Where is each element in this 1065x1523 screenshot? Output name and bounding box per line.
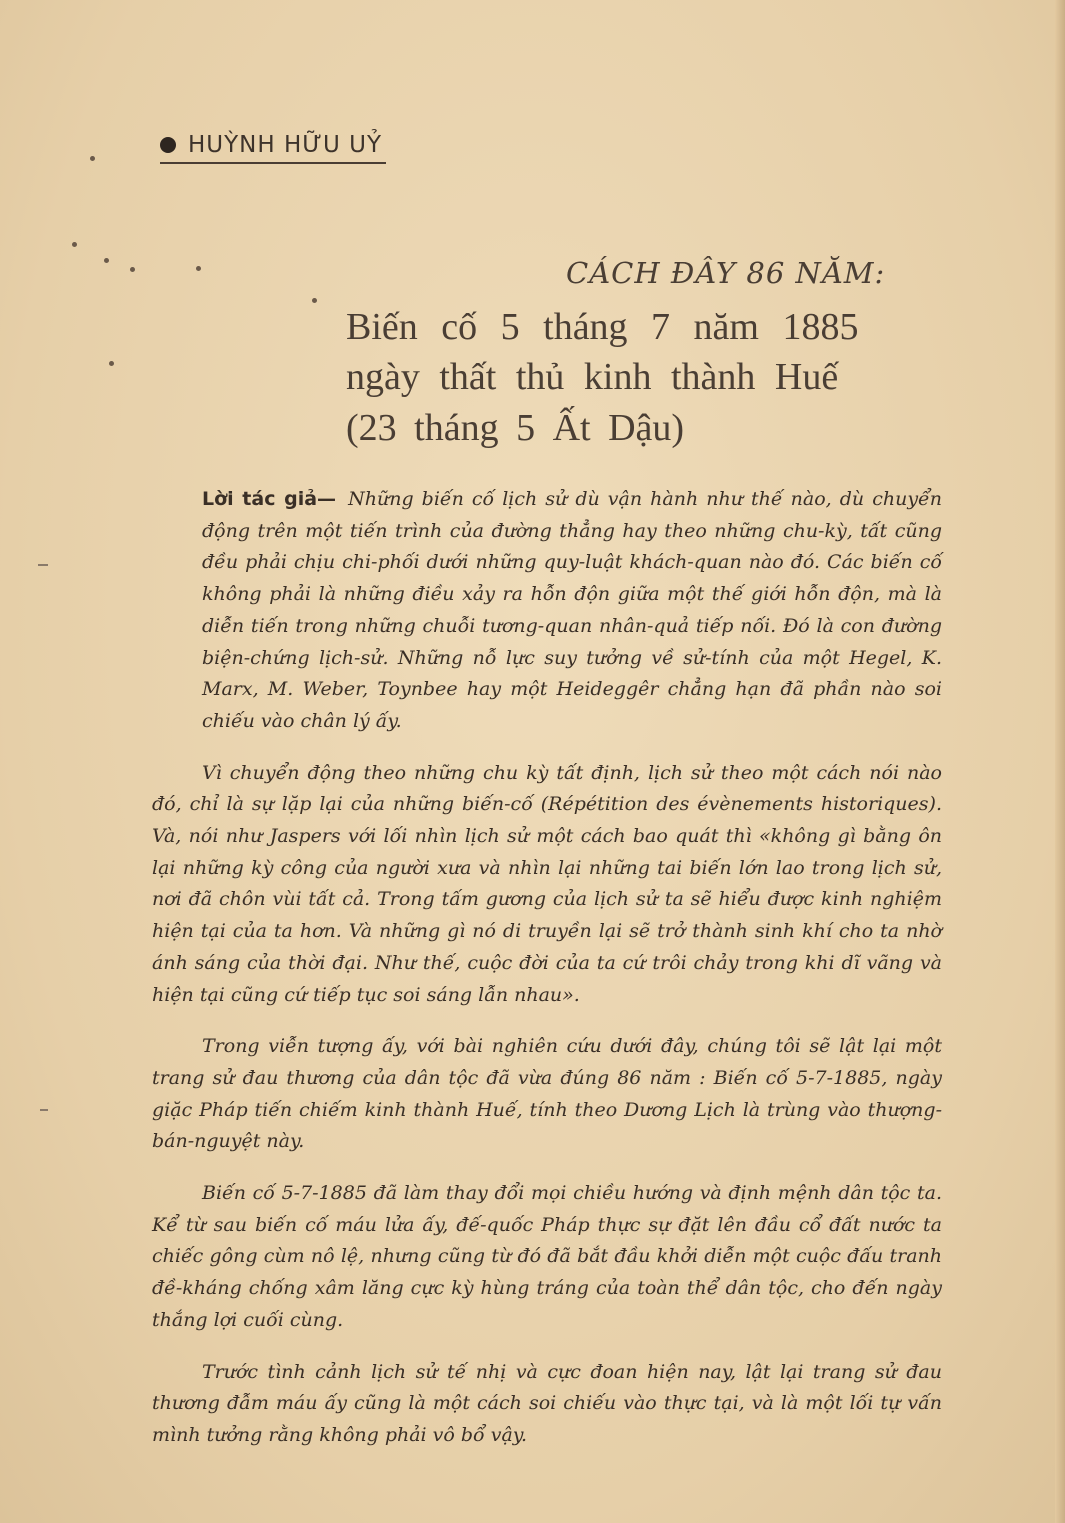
ink-speck [196,266,201,271]
paragraph-author-note [152,484,942,738]
ink-speck [109,361,114,366]
ink-speck [104,258,109,263]
title-line-3: (23 tháng 5 Ất Dậu) [346,407,685,449]
author-byline [160,132,386,164]
page-edge [1055,0,1065,1523]
edge-mark [38,564,48,566]
bullet-icon [160,137,176,153]
author-note-lead: Lời tác giả— [202,488,337,510]
paragraph: Trong viễn tượng ấy, với bài nghiên cứu dưới đây, chúng tôi sẽ lật lại một trang sử đau thương của dân tộc đã vừa đúng 86 năm : Biến cố 5-7-1885, ngày giặc Pháp tiến chiếm kinh thành Huế, tính theo Dương Lịch là trùng vào thượng-bán-nguyệt này. [152,1035,942,1153]
ink-speck [130,267,135,272]
ink-speck [72,242,77,247]
ink-speck [90,156,95,161]
paragraph: Biến cố 5-7-1885 đã làm thay đổi mọi chiều hướng và định mệnh dân tộc ta. Kể từ sau biến cố máu lửa ấy, đế-quốc Pháp thực sự đặt lên đầu cổ đất nước ta chiếc gông cùm nô lệ, nhưng cũng từ đó đã bắt đầu khởi diễn một cuộc đấu tranh đề-kháng chống xâm lăng cực kỳ hùng tráng của toàn thể dân tộc, cho đến ngày thắng lợi cuối cùng. [152,1182,942,1331]
paragraph-text: Những biến cố lịch sử dù vận hành như thế nào, dù chuyển động trên một tiến trình của đường thẳng hay theo những chu-kỳ, tất cũng đều phải chịu chi-phối dưới những quy-luật khách-quan nào đó. Các biến cố không phải là những điều xảy ra hỗn độn giữa một thế giới hỗn độn, mà là diễn tiến trong những chuỗi tương-quan nhân-quả tiếp nối. Đó là con đường biện-chứng lịch-sử. Những nỗ lực suy tưởng về sử-tính của một Hegel, K. Marx, M. Weber, Toynbee hay một Heideggêr chẳng hạn đã phần nào soi chiếu vào chân lý ấy. [202,488,942,732]
ink-speck [312,298,317,303]
paragraph: Trước tình cảnh lịch sử tế nhị và cực đoan hiện nay, lật lại trang sử đau thương đẫm máu ấy cũng là một cách soi chiếu vào thực tại, và là một lối tự vấn mình tưởng rằng không phải vô bổ vậy. [152,1360,942,1446]
author-name: HUỲNH HỮU UỶ [188,132,383,158]
title-kicker: CÁCH ĐÂY 86 NĂM: [566,256,886,290]
edge-mark [40,1109,48,1111]
article-body [152,484,942,1452]
title-line-2: ngày thất thủ kinh thành Huế [346,356,839,398]
paragraph: Vì chuyển động theo những chu kỳ tất định, lịch sử theo một cách nói nào đó, chỉ là sự lặp lại của những biến-cố (Répétition des évènements historiques). Và, nói như Jaspers với lối nhìn lịch sử một cách bao quát thì «không gì bằng ôn lại những kỳ công của người xưa và nhìn lại những tai biến lớn lao trong lịch sử, nơi đã chôn vùi tất cả. Trong tấm gương của lịch sử ta sẽ hiểu được kinh nghiệm hiện tại của ta hơn. Và những gì nó di truyền lại sẽ trở thành sinh khí cho ta nhờ ánh sáng của thời đại. Như thế, cuộc đời của ta cứ trôi chảy trong khi dĩ vãng và hiện tại cũng cứ tiếp tục soi sáng lẫn nhau». [152,761,942,1006]
title-line-1: Biến cố 5 tháng 7 năm 1885 [346,306,859,348]
